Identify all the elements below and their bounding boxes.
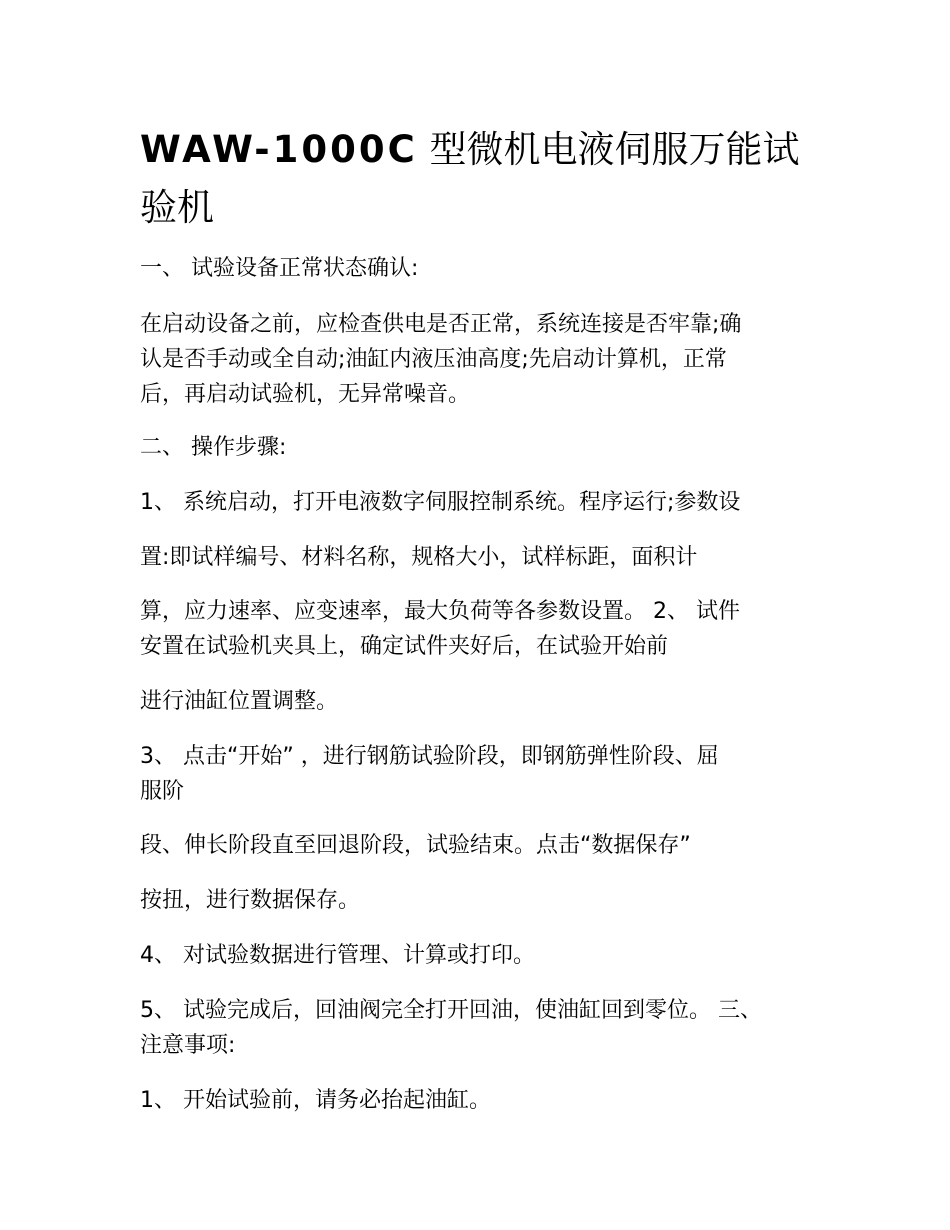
step-1-line-4: 安置在试验机夹具上，确定试件夹好后，在试验开始前 [140,634,669,659]
section-1-line: 认是否手动或全自动;油缸内液压油高度;先启动计算机，正常 [140,347,727,372]
step-3-line-2: 服阶 [140,779,185,804]
section-1-paragraph [140,307,820,412]
step-1-line-3: 算，应力速率、应变速率，最大负荷等各参数设置。 2、 试件 [140,599,740,624]
section-1-line: 在启动设备之前，应检查供电是否正常，系统连接是否牢靠;确 [140,312,742,337]
step-2-line: 进行油缸位置调整。 [140,689,339,714]
section-3-heading: 注意事项: [140,1033,236,1058]
step-1-line-1: 1、 系统启动，打开电液数字伺服控制系统。程序运行;参数设 [140,490,741,515]
title-text: 型微机电液伺服万能试验机 [140,128,800,229]
section-1-line: 后，再启动试验机，无异常噪音。 [140,382,471,407]
step-4-line: 4、 对试验数据进行管理、计算或打印。 [140,943,535,968]
step-3-line-3: 段、伸长阶段直至回退阶段，试验结束。点击“数据保存” [140,833,691,858]
note-1-line: 1、 开始试验前，请务必抬起油缸。 [140,1088,491,1113]
step-3-line-4: 按扭，进行数据保存。 [140,888,361,913]
section-2-heading: 二、 操作步骤: [140,435,287,460]
title-model-number: WAW-1000C [140,128,418,171]
page-title [140,121,820,237]
step-1-line-2: 置:即试样编号、材料名称，规格大小，试样标距，面积计 [140,545,698,570]
step-3-line-1: 3、 点击“开始” ，进行钢筋试验阶段，即钢筋弹性阶段、屈 [140,744,719,769]
step-5-line-1: 5、 试验完成后，回油阀完全打开回油，使油缸回到零位。 三、 [140,998,762,1023]
section-1-heading: 一、 试验设备正常状态确认: [140,256,419,281]
